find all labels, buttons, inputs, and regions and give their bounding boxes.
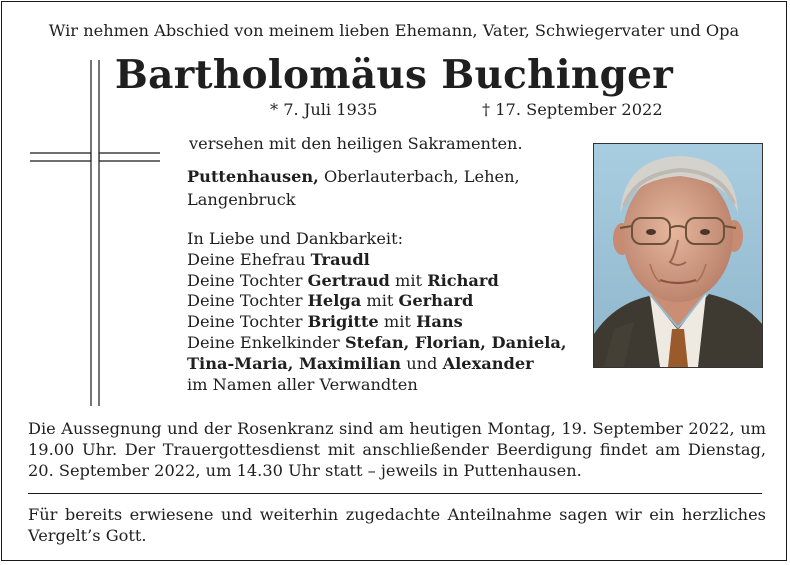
obituary-card <box>1 1 787 561</box>
funeral-notice: Die Aussegnung und der Rosenkranz sind am heutigen Montag, 19. September 2022, um 19.00 Uhr. Der Trauergottesdienst mit anschließender Beerdigung findet am Dienstag, 20. September 2022, um 14.30 Uhr statt – jeweils in Puttenhausen. <box>28 419 766 480</box>
family-grandchildren: Deine Enkelkinder Stefan, Florian, Daniela, <box>187 332 567 352</box>
thanks-text: Für bereits erwiesene und weiterhin zugedachte Anteilnahme sagen wir ein herzliches Vergelt’s Gott. <box>28 505 766 545</box>
family-relatives: im Namen aller Verwandten <box>187 374 418 394</box>
deceased-name: Bartholomäus Buchinger <box>114 52 674 98</box>
birth-date: * 7. Juli 1935 <box>270 100 378 119</box>
family-daughter: Deine Tochter Brigitte mit Hans <box>187 312 463 332</box>
cross-icon <box>30 60 160 406</box>
sacraments-text: versehen mit den heiligen Sakramenten. <box>189 134 523 153</box>
place-others: Oberlauterbach, Lehen, <box>318 167 520 186</box>
family-list <box>187 229 587 395</box>
portrait-image <box>594 144 762 367</box>
family-daughter: Deine Tochter Helga mit Gerhard <box>187 291 474 311</box>
family-wife: Deine Ehefrau Traudl <box>187 249 370 269</box>
family-grandchildren-cont: Tina-Maria, Maximilian und Alexander <box>187 353 534 373</box>
intro-text: Wir nehmen Abschied von meinem lieben Ehemann, Vater, Schwiegervater und Opa <box>48 21 740 40</box>
divider <box>28 493 762 494</box>
family-heading: In Liebe und Dankbarkeit: <box>187 229 404 248</box>
places <box>187 165 567 211</box>
place-line2: Langenbruck <box>187 190 296 209</box>
portrait-photo <box>593 143 763 368</box>
place-main: Puttenhausen, <box>187 167 319 186</box>
family-daughter: Deine Tochter Gertraud mit Richard <box>187 270 499 290</box>
death-date: † 17. September 2022 <box>482 100 663 119</box>
